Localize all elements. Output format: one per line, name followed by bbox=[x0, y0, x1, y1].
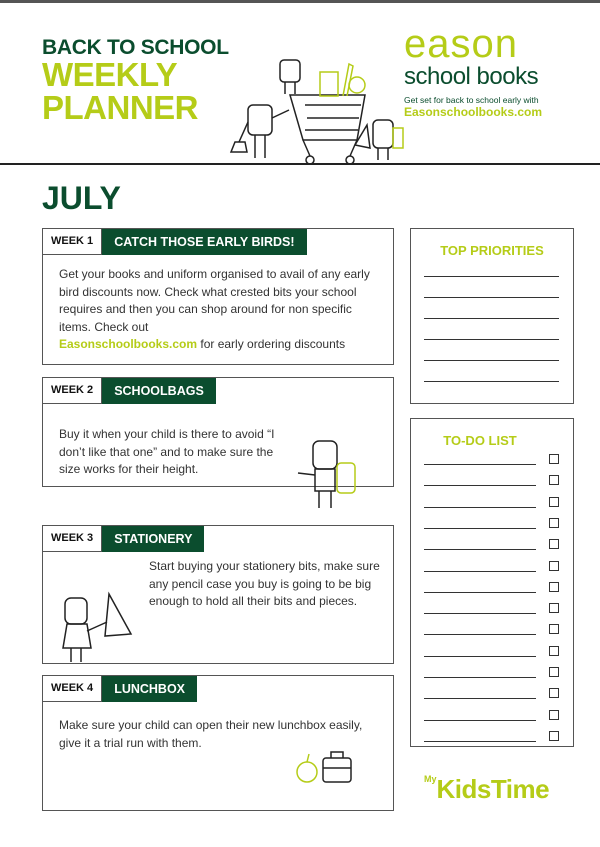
todo-line[interactable] bbox=[424, 698, 536, 699]
todo-line[interactable] bbox=[424, 485, 536, 486]
todo-line[interactable] bbox=[424, 549, 536, 550]
apple-lunchbox-icon bbox=[293, 744, 358, 789]
todo-checkbox[interactable] bbox=[549, 475, 559, 485]
todo-checkbox[interactable] bbox=[549, 454, 559, 464]
month-title: JULY bbox=[42, 180, 121, 216]
priority-line[interactable] bbox=[424, 381, 559, 382]
child-with-schoolbag-icon bbox=[293, 433, 368, 518]
priority-line[interactable] bbox=[424, 318, 559, 319]
todo-line[interactable] bbox=[424, 741, 536, 742]
mykidstime-logo bbox=[424, 774, 549, 805]
todo-line[interactable] bbox=[424, 571, 536, 572]
todo-line[interactable] bbox=[424, 677, 536, 678]
week-3-box bbox=[42, 525, 394, 664]
week-2-box bbox=[42, 377, 394, 487]
week-title: SCHOOLBAGS bbox=[102, 378, 216, 404]
title-weekly-planner bbox=[42, 58, 198, 124]
todo-list-box bbox=[410, 418, 574, 747]
header-divider bbox=[0, 163, 600, 165]
top-priorities-box bbox=[410, 228, 574, 404]
brand-url[interactable]: Easonschoolbooks.com bbox=[404, 105, 543, 119]
todo-title: TO-DO LIST bbox=[443, 433, 517, 448]
week-1-text-after: for early ordering discounts bbox=[197, 337, 346, 351]
logo-my: My bbox=[424, 774, 437, 784]
child-with-set-square-icon bbox=[51, 586, 141, 664]
priority-line[interactable] bbox=[424, 276, 559, 277]
week-label: WEEK 2 bbox=[43, 378, 102, 404]
todo-checkbox[interactable] bbox=[549, 624, 559, 634]
todo-checkbox[interactable] bbox=[549, 561, 559, 571]
priority-line[interactable] bbox=[424, 297, 559, 298]
todo-line[interactable] bbox=[424, 613, 536, 614]
todo-line[interactable] bbox=[424, 720, 536, 721]
todo-checkbox[interactable] bbox=[549, 497, 559, 507]
todo-line[interactable] bbox=[424, 656, 536, 657]
eason-school-books-logo bbox=[404, 24, 564, 119]
week-label: WEEK 3 bbox=[43, 526, 102, 552]
week-text bbox=[59, 266, 379, 354]
todo-line[interactable] bbox=[424, 528, 536, 529]
title-planner: PLANNER bbox=[42, 89, 199, 126]
shopping-cart-kids-illustration bbox=[225, 50, 415, 175]
week-label: WEEK 1 bbox=[43, 229, 102, 255]
todo-line[interactable] bbox=[424, 634, 536, 635]
week-text: Make sure your child can open their new lunchbox easily, give it a trial run with them. bbox=[59, 718, 363, 750]
eason-link[interactable]: Easonschoolbooks.com bbox=[59, 337, 198, 351]
priority-line[interactable] bbox=[424, 339, 559, 340]
priority-line[interactable] bbox=[424, 360, 559, 361]
title-weekly: WEEKLY bbox=[42, 56, 178, 93]
top-priorities-title: TOP PRIORITIES bbox=[440, 243, 544, 258]
top-border bbox=[0, 0, 600, 3]
todo-checkbox[interactable] bbox=[549, 646, 559, 656]
todo-checkbox[interactable] bbox=[549, 731, 559, 741]
brand-tagline: Get set for back to school early with bbox=[404, 95, 539, 105]
week-1-text: Get your books and uniform organised to avail of any early bird discounts now. Check what crested bits your school requires and then you can shop around for non specific items. Check out bbox=[59, 267, 370, 334]
todo-checkbox[interactable] bbox=[549, 667, 559, 677]
todo-line[interactable] bbox=[424, 507, 536, 508]
week-text: Buy it when your child is there to avoid “I don’t like that one” and to make sure the size works for their height. bbox=[59, 427, 275, 476]
todo-checkbox[interactable] bbox=[549, 582, 559, 592]
title-back-to-school: BACK TO SCHOOL bbox=[42, 36, 229, 59]
week-text: Start buying your stationery bits, make sure any pencil case you buy is going to be big enough to hold all their bits and pieces. bbox=[149, 559, 380, 608]
brand-sub: school books bbox=[404, 63, 539, 90]
todo-checkbox[interactable] bbox=[549, 603, 559, 613]
brand-name: eason bbox=[404, 22, 518, 66]
week-label: WEEK 4 bbox=[43, 676, 102, 702]
week-1-box bbox=[42, 228, 394, 365]
todo-checkbox[interactable] bbox=[549, 539, 559, 549]
logo-kidstime: KidsTime bbox=[436, 774, 550, 804]
todo-line[interactable] bbox=[424, 592, 536, 593]
todo-checkbox[interactable] bbox=[549, 688, 559, 698]
week-title: CATCH THOSE EARLY BIRDS! bbox=[102, 229, 306, 255]
week-title: STATIONERY bbox=[102, 526, 204, 552]
todo-checkbox[interactable] bbox=[549, 518, 559, 528]
week-title: LUNCHBOX bbox=[102, 676, 197, 702]
todo-line[interactable] bbox=[424, 464, 536, 465]
todo-checkbox[interactable] bbox=[549, 710, 559, 720]
week-4-box bbox=[42, 675, 394, 811]
